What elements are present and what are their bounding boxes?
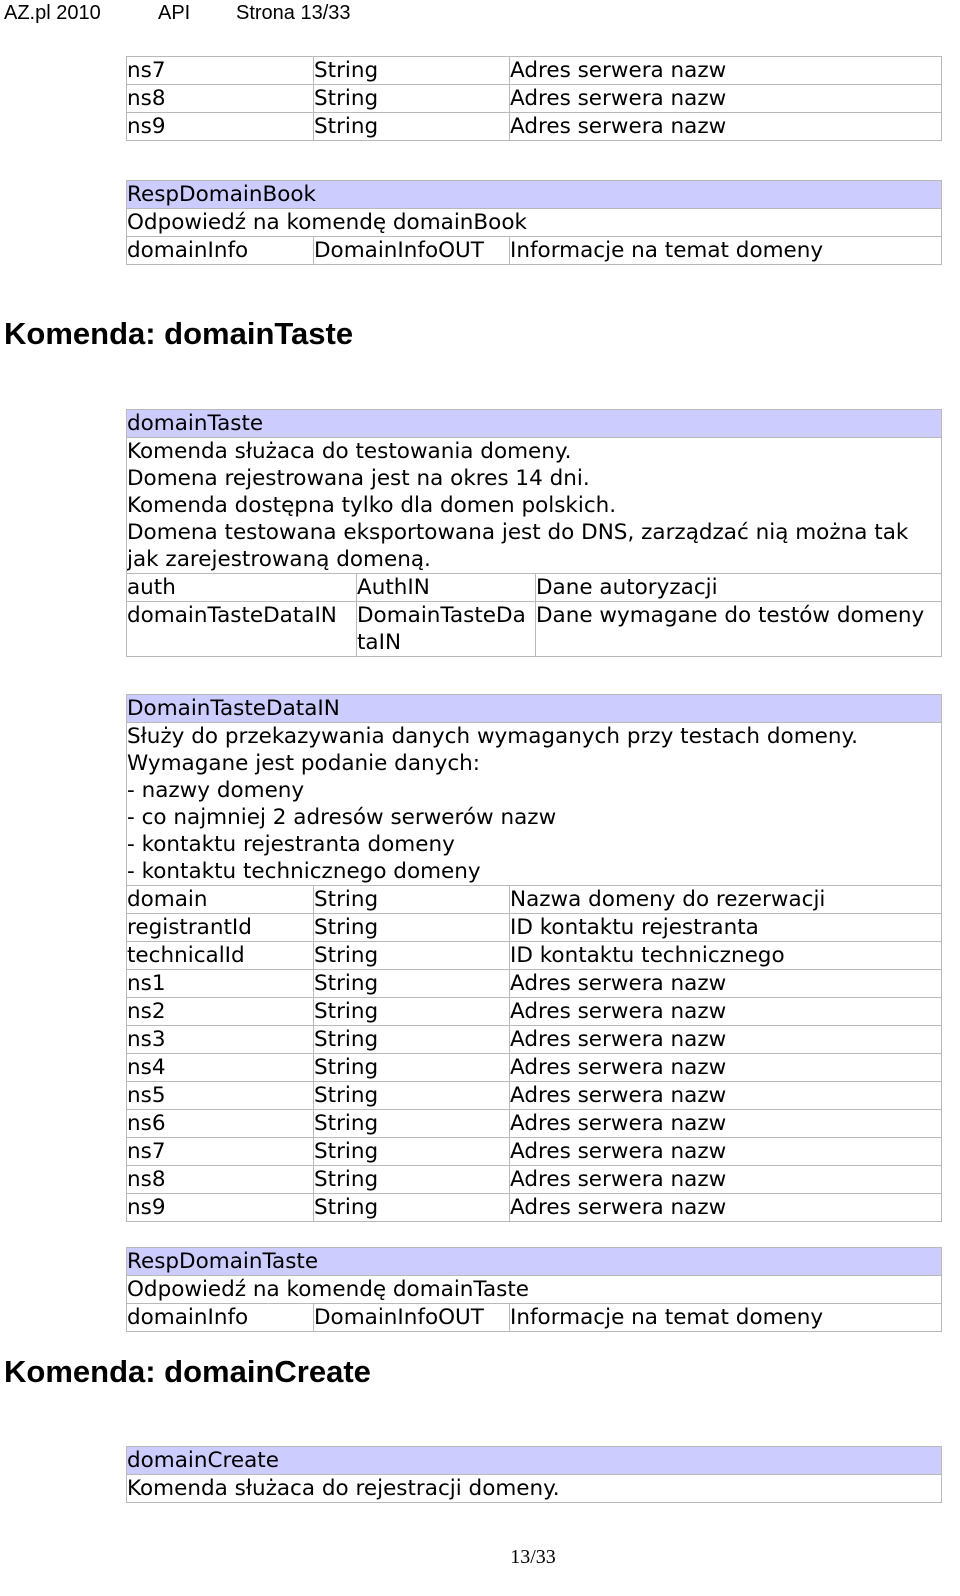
- param-type: String: [313, 1082, 509, 1109]
- param-name: ns9: [127, 1195, 166, 1220]
- table-row: [127, 1110, 941, 1138]
- param-name: ns6: [127, 1111, 166, 1136]
- domain-create-table: [126, 1446, 942, 1503]
- param-desc: Informacje na temat domeny: [509, 237, 941, 264]
- param-name: ns1: [127, 971, 166, 996]
- table-row: [127, 113, 941, 141]
- resp-domain-taste-table: [126, 1247, 942, 1332]
- param-desc: Adres serwera nazw: [509, 998, 941, 1025]
- description-line: Komenda służaca do testowania domeny.: [127, 439, 572, 464]
- param-name: auth: [127, 575, 176, 600]
- table-row: [127, 1138, 941, 1166]
- param-type: String: [313, 1194, 509, 1221]
- param-type: String: [313, 85, 509, 112]
- table-row: [127, 85, 941, 113]
- param-name: ns4: [127, 1055, 166, 1080]
- param-type: DomainTasteDa taIN: [356, 602, 535, 656]
- description-line: Domena testowana eksportowana jest do DNS, zarządzać nią można tak: [127, 520, 909, 545]
- param-type: String: [313, 1054, 509, 1081]
- table-row: [127, 57, 941, 85]
- param-type: String: [313, 1110, 509, 1137]
- param-desc: Adres serwera nazw: [509, 1054, 941, 1081]
- table-row: [127, 914, 941, 942]
- param-type: String: [313, 1166, 509, 1193]
- param-name: ns7: [127, 58, 166, 83]
- param-name: registrantId: [127, 915, 252, 940]
- param-name: ns8: [127, 1167, 166, 1192]
- description-line: Służy do przekazywania danych wymaganych przy testach domeny.: [127, 724, 858, 749]
- param-desc: ID kontaktu rejestranta: [509, 914, 941, 941]
- table-row: [127, 1026, 941, 1054]
- table-row: [127, 1054, 941, 1082]
- param-desc: Adres serwera nazw: [509, 1194, 941, 1221]
- table-description: [127, 723, 941, 886]
- param-desc: Dane wymagane do testów domeny: [535, 602, 941, 656]
- table-row: [127, 998, 941, 1026]
- param-name: domainInfo: [127, 1305, 249, 1330]
- description-line: - kontaktu rejestranta domeny: [127, 832, 455, 857]
- param-type: String: [313, 942, 509, 969]
- param-type: AuthIN: [356, 574, 535, 601]
- param-desc: Informacje na temat domeny: [509, 1304, 941, 1331]
- param-type: DomainInfoOUT: [313, 237, 509, 264]
- param-name: domainInfo: [127, 238, 249, 263]
- param-desc: Adres serwera nazw: [509, 85, 941, 112]
- prev-table-tail: [126, 56, 942, 141]
- param-name: ns3: [127, 1027, 166, 1052]
- description-line: jak zarejestrowaną domeną.: [127, 547, 431, 572]
- param-desc: Adres serwera nazw: [509, 1082, 941, 1109]
- param-name: ns2: [127, 999, 166, 1024]
- description-line: - co najmniej 2 adresów serwerów nazw: [127, 805, 557, 830]
- param-type: String: [313, 886, 509, 913]
- param-type: String: [313, 970, 509, 997]
- param-desc: Adres serwera nazw: [509, 1026, 941, 1053]
- header-site: AZ.pl 2010: [4, 2, 101, 24]
- param-desc: Adres serwera nazw: [509, 57, 941, 84]
- table-row: [127, 886, 941, 914]
- description-line: Wymagane jest podanie danych:: [127, 751, 481, 776]
- page-number: 13/33: [510, 1546, 556, 1568]
- param-desc: Nazwa domeny do rezerwacji: [509, 886, 941, 913]
- param-desc: Dane autoryzacji: [535, 574, 941, 601]
- table-title: RespDomainTaste: [127, 1247, 941, 1276]
- param-desc: Adres serwera nazw: [509, 970, 941, 997]
- table-description: Odpowiedź na komendę domainBook: [127, 209, 941, 237]
- table-row: [127, 942, 941, 970]
- table-row: [127, 1082, 941, 1110]
- param-type: String: [313, 998, 509, 1025]
- domain-taste-table: [126, 409, 942, 657]
- param-name: domain: [127, 887, 208, 912]
- param-desc: Adres serwera nazw: [509, 1138, 941, 1165]
- table-title: domainCreate: [127, 1446, 941, 1475]
- param-name: ns5: [127, 1083, 166, 1108]
- param-type: String: [313, 1138, 509, 1165]
- param-desc: Adres serwera nazw: [509, 1110, 941, 1137]
- table-description: Odpowiedź na komendę domainTaste: [127, 1276, 941, 1304]
- param-name: domainTasteDataIN: [127, 603, 337, 628]
- param-desc: ID kontaktu technicznego: [509, 942, 941, 969]
- table-description: Komenda służaca do rejestracji domeny.: [127, 1475, 941, 1503]
- param-desc: Adres serwera nazw: [509, 1166, 941, 1193]
- table-row: [127, 237, 941, 265]
- section-heading: Komenda: domainCreate: [4, 1354, 371, 1389]
- domain-taste-data-table: [126, 694, 942, 1222]
- param-desc: Adres serwera nazw: [509, 113, 941, 140]
- description-line: Komenda dostępna tylko dla domen polskich.: [127, 493, 617, 518]
- param-type: String: [313, 914, 509, 941]
- table-row: [127, 1166, 941, 1194]
- param-type: String: [313, 57, 509, 84]
- resp-domain-book-table: [126, 180, 942, 265]
- param-type: DomainInfoOUT: [313, 1304, 509, 1331]
- param-type: String: [313, 113, 509, 140]
- param-name: ns9: [127, 114, 166, 139]
- param-name: ns8: [127, 86, 166, 111]
- table-description: [127, 438, 941, 574]
- description-line: - nazwy domeny: [127, 778, 305, 803]
- table-row: [127, 970, 941, 998]
- table-row: [127, 1304, 941, 1332]
- table-title: RespDomainBook: [127, 180, 941, 209]
- table-row: [127, 574, 941, 602]
- description-line: - kontaktu technicznego domeny: [127, 859, 481, 884]
- param-name: ns7: [127, 1139, 166, 1164]
- description-line: Domena rejestrowana jest na okres 14 dni.: [127, 466, 590, 491]
- param-type: String: [313, 1026, 509, 1053]
- header-page: Strona 13/33: [236, 2, 351, 24]
- section-heading: Komenda: domainTaste: [4, 316, 354, 351]
- table-row: [127, 602, 941, 657]
- table-row: [127, 1194, 941, 1222]
- header-section: API: [158, 2, 191, 24]
- table-title: domainTaste: [127, 409, 941, 438]
- param-name: technicalId: [127, 943, 245, 968]
- table-title: DomainTasteDataIN: [127, 694, 941, 723]
